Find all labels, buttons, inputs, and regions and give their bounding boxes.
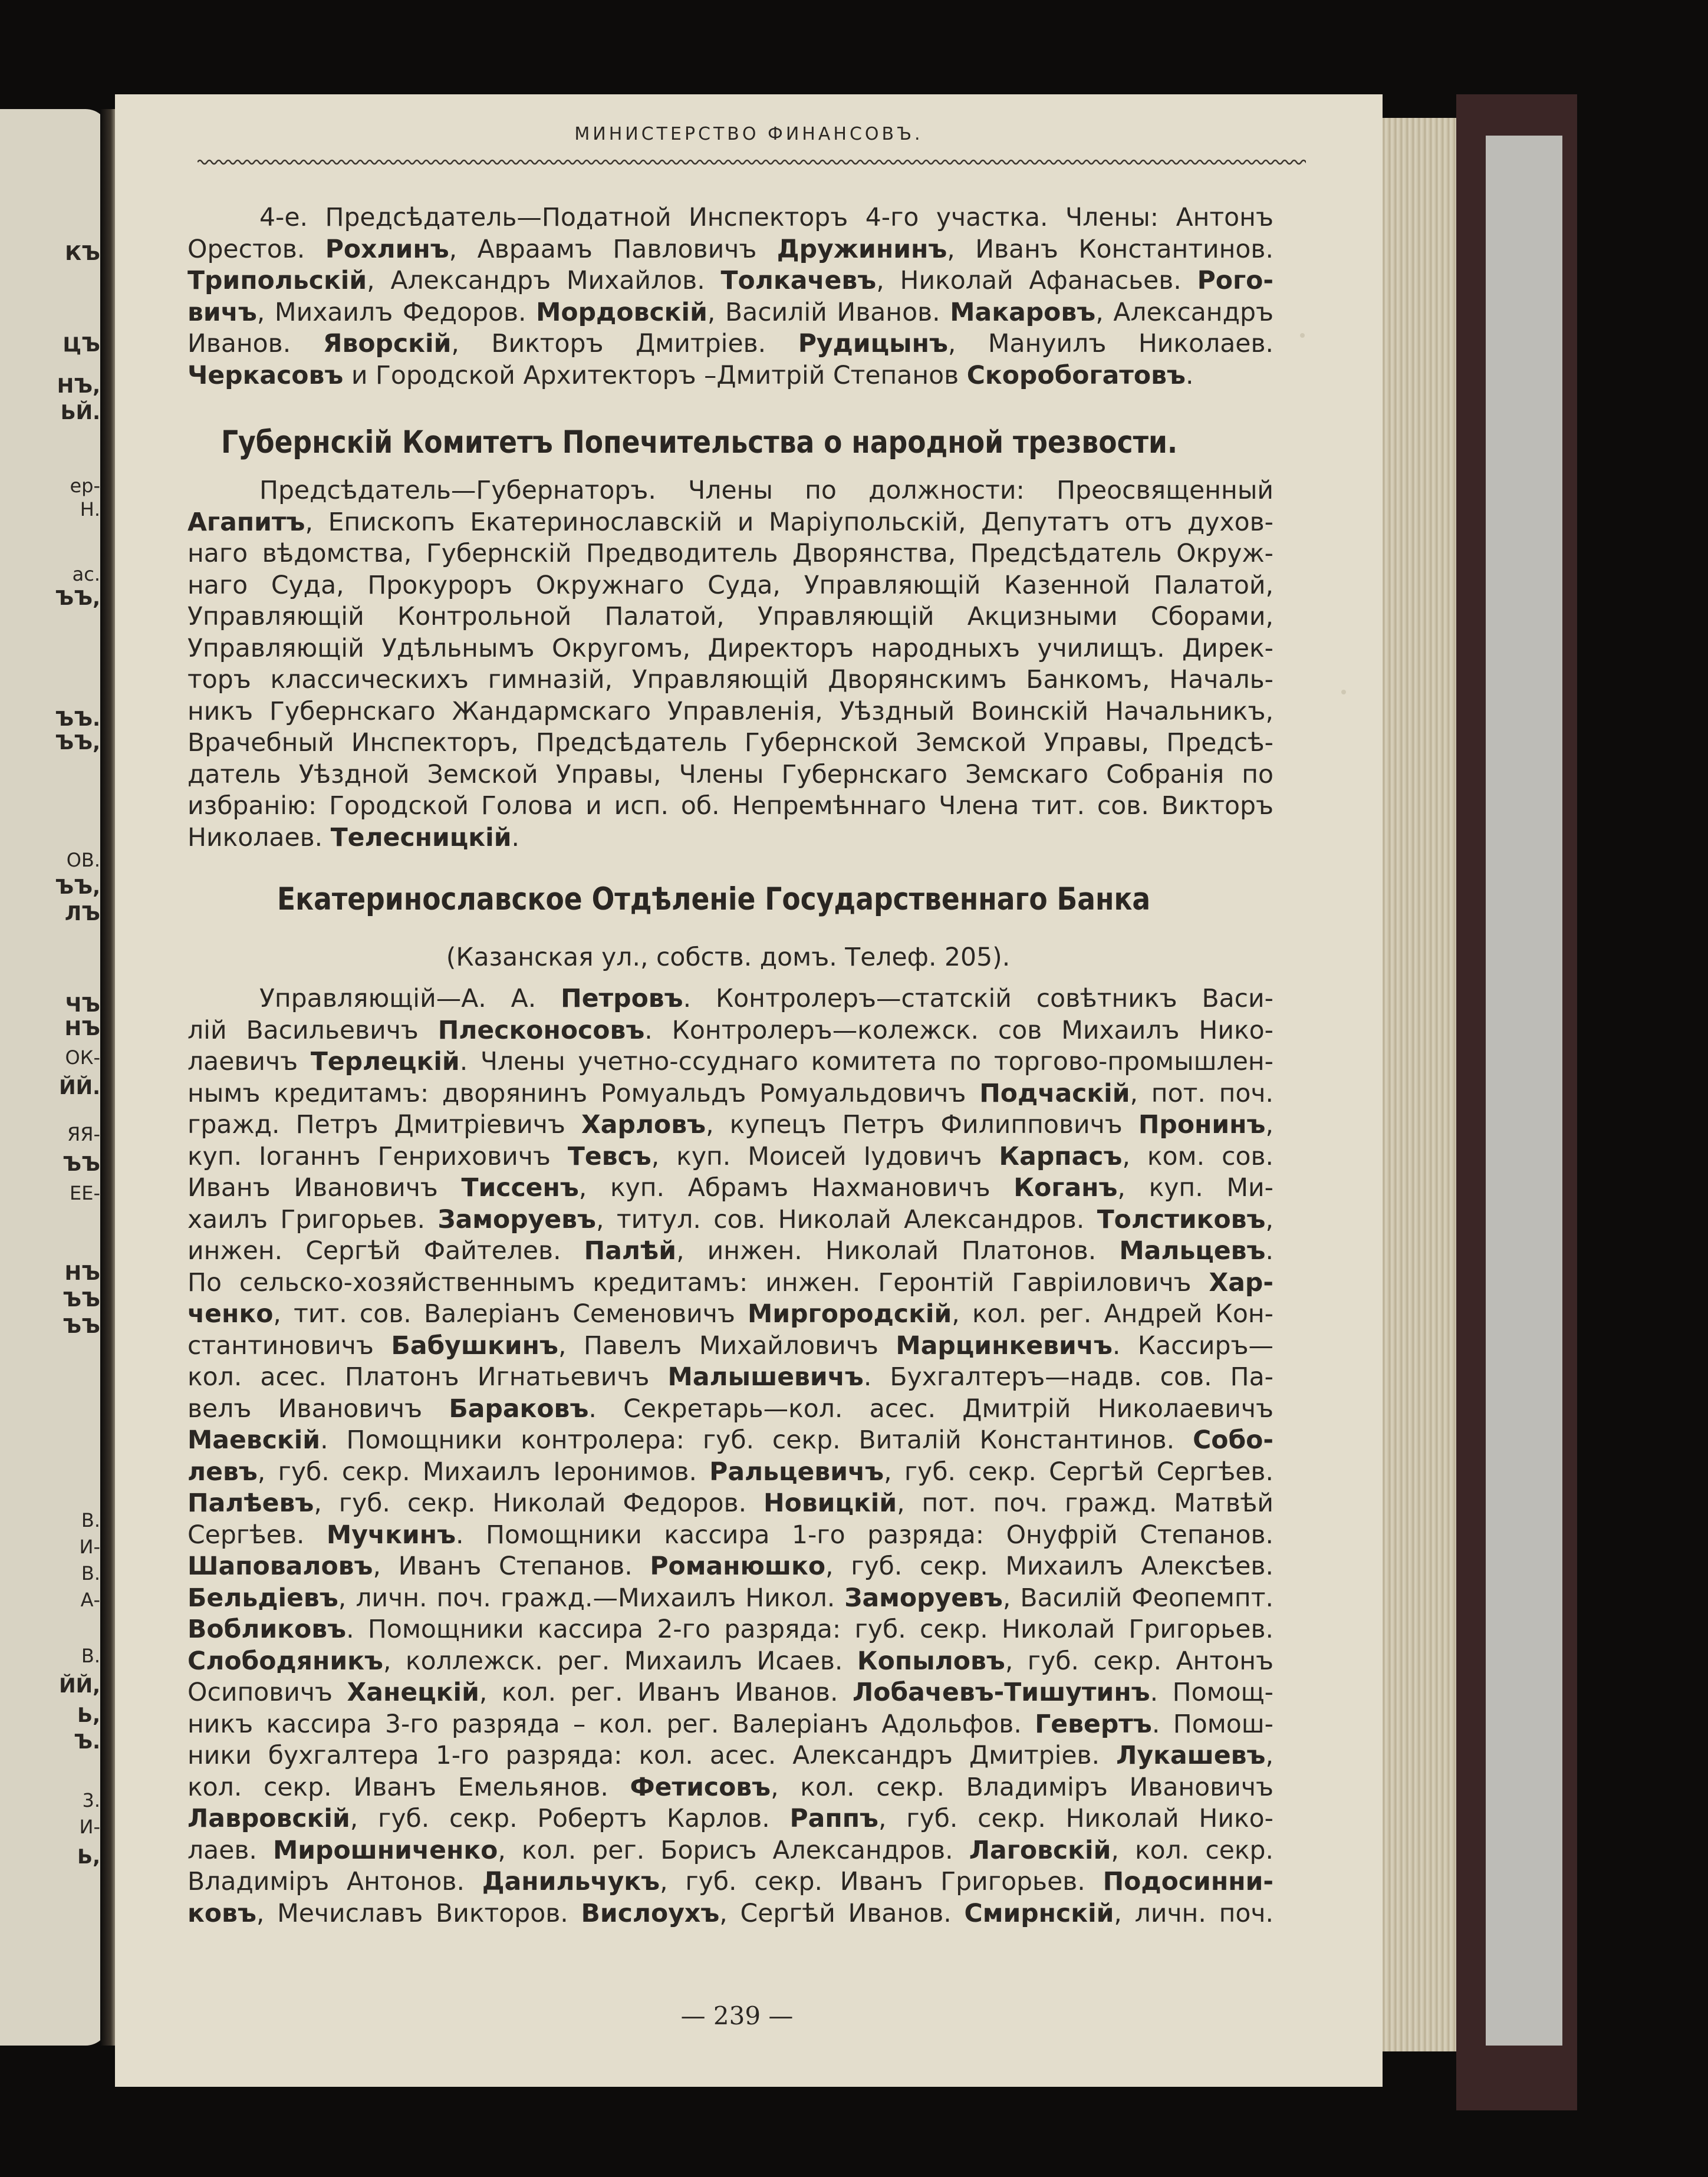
text-run: , Павелъ Михайловичъ bbox=[558, 1331, 896, 1361]
text-line bbox=[187, 1206, 1273, 1234]
text-run: , bbox=[1265, 1741, 1273, 1770]
surname: Рого- bbox=[1197, 266, 1273, 295]
text-run: , губ. секр. Михаилъ Іеронимов. bbox=[257, 1457, 710, 1487]
surname: Собо- bbox=[1193, 1426, 1273, 1455]
text-run: , инжен. Николай Платонов. bbox=[676, 1237, 1120, 1266]
text-run: , Мечиславъ Викторов. bbox=[256, 1899, 581, 1928]
text-run: , Василій Иванов. bbox=[707, 298, 950, 327]
text-line bbox=[187, 602, 1273, 631]
text-run: . Члены учетно-ссуднаго комитета по торгово-промышлен- bbox=[459, 1048, 1273, 1076]
text-line bbox=[187, 298, 1273, 327]
text-run: , Михаилъ Федоров. bbox=[256, 298, 537, 327]
left-page-fragment: Н. bbox=[80, 498, 100, 521]
left-page-fragment: НЪ bbox=[64, 1262, 100, 1285]
surname: Рохлинъ bbox=[325, 235, 449, 264]
surname: Гевертъ bbox=[1035, 1710, 1152, 1739]
left-page-fragment: В. bbox=[81, 1509, 100, 1532]
surname: Коганъ bbox=[1013, 1174, 1118, 1203]
left-page-fragment: И- bbox=[79, 1816, 100, 1838]
text-line bbox=[187, 824, 1273, 852]
section-heading-temperance: Губернскій Комитетъ Попечительства о народной трезвости. bbox=[221, 424, 1178, 460]
text-run: наго Суда, Прокуроръ Окружнаго Суда, Управляющій Казенной Палатой, bbox=[187, 571, 1273, 600]
left-page-fragment: ЪЪ bbox=[62, 1315, 100, 1338]
surname: Марцинкевичъ bbox=[896, 1331, 1113, 1361]
surname: Хар- bbox=[1209, 1268, 1273, 1297]
surname: ченко bbox=[187, 1300, 274, 1329]
left-page-fragment: ЪЪ bbox=[62, 1152, 100, 1176]
text-run: лій Васильевичъ bbox=[187, 1016, 438, 1045]
text-run: кол. секр. Иванъ Емельянов. bbox=[187, 1773, 630, 1802]
left-page-fragment: Ь, bbox=[77, 1704, 100, 1727]
left-page-fragment: ЪЪ bbox=[62, 1288, 100, 1312]
text-line bbox=[187, 1836, 1273, 1865]
surname: Лаговскій bbox=[969, 1836, 1111, 1865]
surname: Копыловъ bbox=[857, 1646, 1005, 1676]
surname: ковъ bbox=[187, 1899, 256, 1928]
surname: Толстиковъ bbox=[1097, 1205, 1266, 1234]
surname: Заморуевъ bbox=[844, 1583, 1003, 1613]
text-run: кол. асес. Платонъ Игнатьевичъ bbox=[187, 1363, 668, 1392]
surname: Харловъ bbox=[581, 1111, 706, 1139]
left-page-fragment: ЦЪ bbox=[62, 333, 100, 357]
left-page-fragment: ЪЪ, bbox=[55, 731, 100, 755]
surname: Тевсъ bbox=[567, 1142, 651, 1171]
text-run: , bbox=[1265, 1205, 1273, 1234]
text-run: , тит. сов. Валеріанъ Семеновичъ bbox=[273, 1300, 748, 1329]
text-run: Сергѣев. bbox=[187, 1520, 327, 1550]
surname: Ханецкій bbox=[347, 1678, 479, 1707]
text-line bbox=[187, 539, 1273, 568]
surname: Романюшко bbox=[650, 1552, 826, 1581]
text-run: . bbox=[1265, 1237, 1273, 1266]
text-run: никъ Губернскаго Жандармскаго Управленія, Уѣздный Воинскій Начальникъ, bbox=[187, 697, 1273, 726]
text-run: Управляющій—А. А. bbox=[259, 984, 561, 1013]
text-run: гражд. Петръ Дмитріевичъ bbox=[187, 1111, 582, 1139]
left-page-fragment: ер- bbox=[70, 475, 100, 497]
left-page-fragment: ЧЪ bbox=[65, 993, 100, 1017]
text-run: . Помощ- bbox=[1150, 1678, 1273, 1707]
surname: Фетисовъ bbox=[630, 1773, 771, 1802]
text-line bbox=[187, 1521, 1273, 1550]
text-run: , губ. секр. Иванъ Григорьев. bbox=[660, 1868, 1103, 1896]
text-run: , Иванъ Константинов. bbox=[947, 235, 1273, 264]
text-run: стантиновичъ bbox=[187, 1331, 391, 1361]
text-run: . Контролеръ—статскій совѣтникъ Васи- bbox=[683, 984, 1273, 1013]
text-run: , bbox=[1265, 1111, 1273, 1139]
text-run: лаевичъ bbox=[187, 1048, 311, 1076]
text-run: . Помощники контролера: губ. секр. Виталій Константинов. bbox=[320, 1426, 1193, 1455]
text-line bbox=[187, 1300, 1273, 1329]
text-run: , пот. поч. bbox=[1130, 1079, 1273, 1108]
text-run: , купецъ Петръ Филипповичъ bbox=[706, 1111, 1138, 1139]
text-run: , титул. сов. Николай Александров. bbox=[596, 1205, 1097, 1234]
left-page-fragment: ЙЙ. bbox=[59, 1076, 100, 1099]
text-run: , куп. Абрамъ Нахмановичъ bbox=[578, 1174, 1014, 1203]
text-run: . Контролеръ—колежск. сов Михаилъ Нико- bbox=[644, 1016, 1273, 1045]
surname: Новицкій bbox=[764, 1489, 897, 1518]
surname: Мирошниченко bbox=[272, 1836, 498, 1865]
surname: Агапитъ bbox=[187, 508, 305, 537]
surname: Смирнскій bbox=[964, 1899, 1114, 1928]
text-line bbox=[187, 1142, 1273, 1171]
text-run: , Сергѣй Иванов. bbox=[719, 1899, 965, 1928]
text-run: . Помощники кассира 1-го разряда: Онуфрій Степанов. bbox=[456, 1520, 1273, 1550]
text-run: Управляющій Удѣльнымъ Округомъ, Директоръ народныхъ училищъ. Дирек- bbox=[187, 634, 1273, 663]
left-page-fragment: ОК- bbox=[65, 1046, 100, 1069]
text-run: Управляющій Контрольной Палатой, Управляющій Акцизными Сборами, bbox=[187, 602, 1273, 631]
text-run: инжен. Сергѣй Файтелев. bbox=[187, 1237, 584, 1266]
text-line bbox=[187, 729, 1273, 757]
text-line bbox=[259, 203, 1273, 232]
text-run: , ком. сов. bbox=[1122, 1142, 1273, 1171]
text-run: , губ. секр. Сергѣй Сергѣев. bbox=[884, 1457, 1273, 1487]
text-run: 4-е. Предсѣдатель—Податной Инспекторъ 4-го участка. Члены: Антонъ bbox=[259, 203, 1273, 232]
text-run: никъ кассира 3-го разряда – кол. рег. Валеріанъ Адольфов. bbox=[187, 1710, 1035, 1739]
text-line bbox=[187, 1647, 1273, 1676]
text-run: , губ. секр. Антонъ bbox=[1005, 1646, 1273, 1676]
left-page-fragment: ЬЙ. bbox=[60, 401, 100, 424]
text-run: нымъ кредитамъ: дворянинъ Ромуальдъ Ромуальдовичъ bbox=[187, 1079, 980, 1108]
text-run: , губ. секр. Михаилъ Алексѣев. bbox=[825, 1552, 1273, 1581]
left-page-fragment: ЙЙ, bbox=[59, 1674, 100, 1698]
text-run: , личн. поч. bbox=[1114, 1899, 1273, 1928]
left-page-fragment: ЪЪ, bbox=[55, 875, 100, 899]
text-run: , Александръ bbox=[1095, 298, 1273, 327]
text-run: , Епископъ Екатеринославскій и Маріупольскій, Депутатъ отъ духов- bbox=[305, 508, 1273, 537]
text-run: . Секретарь—кол. асес. Дмитрій Николаевичъ bbox=[588, 1394, 1273, 1424]
text-run: Иванов. bbox=[187, 330, 323, 358]
text-line bbox=[187, 1773, 1273, 1802]
left-page-fragment: Ъ. bbox=[74, 1730, 100, 1754]
text-run: По сельско-хозяйственнымъ кредитамъ: инжен. Геронтій Гавріиловичъ bbox=[187, 1268, 1209, 1297]
surname: Миргородскій bbox=[748, 1300, 952, 1329]
text-run: , личн. поч. гражд.—Михаилъ Никол. bbox=[338, 1583, 845, 1613]
text-run: Иванъ Ивановичъ bbox=[187, 1174, 462, 1203]
text-line bbox=[187, 1584, 1273, 1613]
text-run: , кол. рег. Борисъ Александров. bbox=[498, 1836, 969, 1865]
text-run: хаилъ Григорьев. bbox=[187, 1205, 438, 1234]
text-run: , кол. рег. Андрей Кон- bbox=[952, 1300, 1273, 1329]
left-page-fragment: ЪЪ. bbox=[55, 707, 100, 731]
text-run: , кол. секр. Владиміръ Ивановичъ bbox=[771, 1773, 1273, 1802]
surname: Ральцевичъ bbox=[709, 1457, 884, 1487]
surname: Плесконосовъ bbox=[437, 1016, 645, 1045]
text-line bbox=[187, 1395, 1273, 1424]
speck bbox=[1341, 690, 1346, 694]
text-run: . Бухгалтеръ—надв. сов. Па- bbox=[863, 1363, 1273, 1392]
surname: Макаровъ bbox=[950, 298, 1096, 327]
text-run: Владиміръ Антонов. bbox=[187, 1868, 482, 1896]
left-page-fragment: КЪ bbox=[65, 242, 100, 265]
surname: Дружининъ bbox=[776, 235, 947, 264]
left-page-fragment: ОВ. bbox=[66, 849, 100, 871]
left-page-fragment: ас. bbox=[72, 563, 100, 585]
text-line bbox=[187, 1678, 1273, 1707]
surname: Рудицынъ bbox=[798, 330, 948, 358]
wavy-rule bbox=[198, 156, 1306, 168]
text-line bbox=[187, 792, 1273, 821]
text-run: ники бухгалтера 1-го разряда: кол. асес. Александръ Дмитріев. bbox=[187, 1741, 1117, 1770]
text-run: , пот. поч. гражд. Матвѣй bbox=[897, 1489, 1273, 1518]
text-line bbox=[187, 1174, 1273, 1203]
text-line bbox=[187, 1079, 1273, 1108]
text-line bbox=[187, 1552, 1273, 1581]
text-run: и Городской Архитекторъ –Дмитрій Степанов bbox=[343, 361, 967, 390]
text-run: Врачебный Инспекторъ, Предсѣдатель Губернской Земской Управы, Предсѣ- bbox=[187, 729, 1273, 757]
text-line bbox=[259, 984, 1273, 1013]
surname: Палѣевъ bbox=[187, 1489, 314, 1518]
text-run: . Помощники кассира 2-го разряда: губ. секр. Николай Григорьев. bbox=[346, 1615, 1273, 1644]
text-run: , Мануилъ Николаев. bbox=[947, 330, 1273, 358]
surname: Раппъ bbox=[789, 1804, 878, 1833]
surname: Скоробогатовъ bbox=[966, 361, 1186, 390]
text-run: лаев. bbox=[187, 1836, 273, 1865]
text-run: , Викторъ Дмитріев. bbox=[451, 330, 798, 358]
left-page-fragment: А- bbox=[80, 1589, 100, 1611]
left-page-fragment: Ь, bbox=[77, 1845, 100, 1869]
section-heading-state-bank: Екатеринославское Отдѣленіе Государственнаго Банка bbox=[277, 881, 1151, 917]
text-run: , губ. секр. Николай Нико- bbox=[878, 1804, 1273, 1833]
text-run: Осиповичъ bbox=[187, 1678, 347, 1707]
text-run: , кол. секр. bbox=[1111, 1836, 1273, 1865]
text-line bbox=[187, 1804, 1273, 1833]
surname: Толкачевъ bbox=[720, 266, 877, 295]
speck bbox=[1300, 333, 1305, 338]
left-page-fragment: В. bbox=[81, 1562, 100, 1585]
text-run: . Помош- bbox=[1151, 1710, 1273, 1739]
text-run: , Василій Феопемпт. bbox=[1002, 1583, 1273, 1613]
text-run: , куп. Ми- bbox=[1117, 1174, 1273, 1203]
text-run: торъ классическихъ гимназій, Управляющій Дворянскимъ Банкомъ, Началь- bbox=[187, 666, 1273, 694]
left-page-fragment: И- bbox=[79, 1536, 100, 1558]
text-line bbox=[187, 266, 1273, 295]
left-page-fragment: 3. bbox=[82, 1789, 100, 1812]
text-line bbox=[187, 508, 1273, 537]
text-line bbox=[187, 361, 1273, 390]
surname: Бабушкинъ bbox=[391, 1331, 558, 1361]
text-run: наго вѣдомства, Губернскій Предводитель Дворянства, Предсѣдатель Окруж- bbox=[187, 539, 1273, 568]
text-run: избранію: Городской Голова и исп. об. Непремѣннаго Члена тит. сов. Викторъ bbox=[187, 792, 1273, 821]
surname: Яворскій bbox=[322, 330, 452, 358]
surname: Бараковъ bbox=[449, 1394, 589, 1424]
text-line bbox=[187, 666, 1273, 694]
surname: Маевскій bbox=[187, 1426, 321, 1455]
text-line bbox=[187, 235, 1273, 264]
text-run: , Авраамъ Павловичъ bbox=[449, 235, 777, 264]
text-run: , Николай Афанасьев. bbox=[876, 266, 1197, 295]
text-run: куп. Іоганнъ Генриховичъ bbox=[187, 1142, 568, 1171]
text-line bbox=[187, 1615, 1273, 1644]
left-page-fragment: ЪЪ, bbox=[55, 587, 100, 610]
text-line bbox=[187, 571, 1273, 600]
surname: Тиссенъ bbox=[461, 1174, 579, 1203]
text-run: , коллежск. рег. Михаилъ Исаев. bbox=[383, 1646, 857, 1676]
surname: Мальцевъ bbox=[1119, 1237, 1266, 1266]
text-line bbox=[187, 1899, 1273, 1928]
surname: Подчаскій bbox=[979, 1079, 1130, 1108]
text-line bbox=[187, 1710, 1273, 1739]
surname: Слободяникъ bbox=[187, 1646, 383, 1676]
surname: Мучкинъ bbox=[326, 1520, 456, 1550]
text-run: велъ Ивановичъ bbox=[187, 1394, 449, 1424]
text-line bbox=[187, 1458, 1273, 1487]
text-run: датель Уѣздной Земской Управы, Члены Губернскаго Земскаго Собранія по bbox=[187, 760, 1273, 789]
text-line bbox=[187, 634, 1273, 663]
text-line bbox=[187, 330, 1273, 358]
text-line bbox=[187, 1332, 1273, 1361]
surname: Данильчукъ bbox=[482, 1868, 660, 1896]
text-line bbox=[187, 1489, 1273, 1518]
text-run: , куп. Моисей Іудовичъ bbox=[651, 1142, 999, 1171]
text-run: , Иванъ Степанов. bbox=[373, 1552, 650, 1581]
text-run: Предсѣдатель—Губернаторъ. Члены по должности: Преосвященный bbox=[259, 476, 1273, 505]
text-run: , губ. секр. Николай Федоров. bbox=[314, 1489, 764, 1518]
left-page-fragment: НЪ bbox=[64, 1017, 100, 1040]
surname: Терлецкій bbox=[310, 1048, 460, 1076]
surname: Лавровскій bbox=[187, 1804, 350, 1833]
surname: Вобликовъ bbox=[187, 1615, 347, 1644]
text-line bbox=[187, 697, 1273, 726]
surname: Малышевичъ bbox=[667, 1363, 864, 1392]
surname: Шаповаловъ bbox=[187, 1552, 373, 1581]
text-line bbox=[187, 1741, 1273, 1770]
surname: Бельдіевъ bbox=[187, 1583, 338, 1613]
text-line bbox=[187, 1237, 1273, 1266]
text-line bbox=[187, 1868, 1273, 1896]
text-run: Орестов. bbox=[187, 235, 325, 264]
cover-endpaper bbox=[1486, 136, 1562, 2046]
text-line bbox=[187, 1016, 1273, 1045]
text-line bbox=[187, 760, 1273, 789]
text-line bbox=[259, 476, 1273, 505]
surname: Лобачевъ-Тишутинъ bbox=[852, 1678, 1150, 1707]
surname: Подосинни- bbox=[1103, 1868, 1273, 1896]
bank-address: (Казанская ул., собств. домъ. Телеф. 205). bbox=[446, 943, 1011, 972]
page-number: — 239 — bbox=[680, 2001, 794, 2030]
surname: Телесницкій bbox=[330, 823, 512, 852]
surname: вичъ bbox=[187, 298, 257, 327]
left-page-fragment: В. bbox=[81, 1645, 100, 1667]
left-page-fragment: ЕЕ- bbox=[70, 1182, 100, 1204]
surname: Палѣй bbox=[584, 1237, 677, 1266]
text-run: . bbox=[1185, 361, 1194, 390]
text-run: . Кассиръ— bbox=[1112, 1331, 1273, 1361]
text-line bbox=[187, 1363, 1273, 1392]
surname: Петровъ bbox=[561, 984, 683, 1013]
text-run: Николаев. bbox=[187, 823, 331, 852]
left-page-fragment: ЛЪ bbox=[64, 902, 100, 926]
left-page-fragment: НЪ, bbox=[57, 374, 100, 398]
surname: Мордовскій bbox=[536, 298, 707, 327]
text-line bbox=[187, 1426, 1273, 1455]
surname: Трипольскій bbox=[187, 266, 367, 295]
surname: Черкасовъ bbox=[187, 361, 344, 390]
text-run: , кол. рег. Иванъ Иванов. bbox=[479, 1678, 853, 1707]
text-line bbox=[187, 1048, 1273, 1076]
left-page-fragment: ЯЯ- bbox=[67, 1123, 100, 1145]
text-line bbox=[187, 1111, 1273, 1139]
text-run: . bbox=[511, 823, 519, 852]
left-page bbox=[0, 109, 109, 2046]
surname: Карпасъ bbox=[999, 1142, 1123, 1171]
surname: Лукашевъ bbox=[1116, 1741, 1266, 1770]
running-head: МИНИСТЕРСТВО ФИНАНСОВЪ. bbox=[574, 124, 923, 144]
text-run: , губ. секр. Робертъ Карлов. bbox=[350, 1804, 790, 1833]
surname: Вислоухъ bbox=[581, 1899, 720, 1928]
text-run: , Александръ Михайлов. bbox=[367, 266, 721, 295]
surname: Пронинъ bbox=[1138, 1111, 1266, 1139]
surname: левъ bbox=[187, 1457, 258, 1487]
text-line bbox=[187, 1269, 1273, 1297]
surname: Заморуевъ bbox=[437, 1205, 596, 1234]
